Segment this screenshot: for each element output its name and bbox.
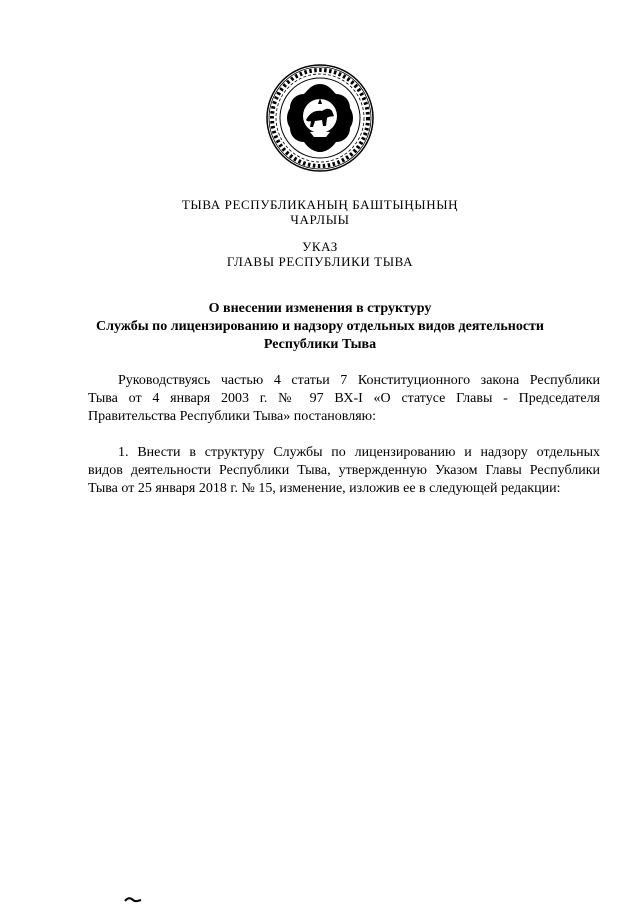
tuvan-header-line-1: ТЫВА РЕСПУБЛИКАНЫҢ БАШТЫҢЫНЫҢ [181,197,459,212]
coat-of-arms-of-tuva-icon [266,64,374,172]
item-1-line-3: Тыва от 25 января 2018 г. № 15, изменение, изложив ее в следующей редакции: [88,481,561,496]
preamble-line-1: Руководствуясь частью 4 статьи 7 Конституционного закона Республики [118,373,600,388]
tuvan-header-line-2: ЧАРЛЫЫ [290,212,350,227]
item-1-line-2: видов деятельности Республики Тыва, утвержденную Указом Главы Республики [88,463,600,478]
document-title-line-1: О внесении изменения в структуру [208,301,432,316]
preamble-line-3: Правительства Республики Тыва» постановляю: [88,409,376,424]
decree-heading: УКАЗ [302,239,338,254]
pen-mark-icon [124,892,142,902]
document-title-line-3: Республики Тыва [263,337,377,352]
issuer-heading: ГЛАВЫ РЕСПУБЛИКИ ТЫВА [226,254,414,269]
document-title-line-2: Службы по лицензированию и надзору отдельных видов деятельности [96,319,544,334]
item-1-line-1: 1. Внести в структуру Службы по лицензированию и надзору отдельных [118,445,600,460]
preamble-line-2: Тыва от 4 января 2003 г. № 97 ВХ-I «О статусе Главы - Председателя [88,391,600,406]
